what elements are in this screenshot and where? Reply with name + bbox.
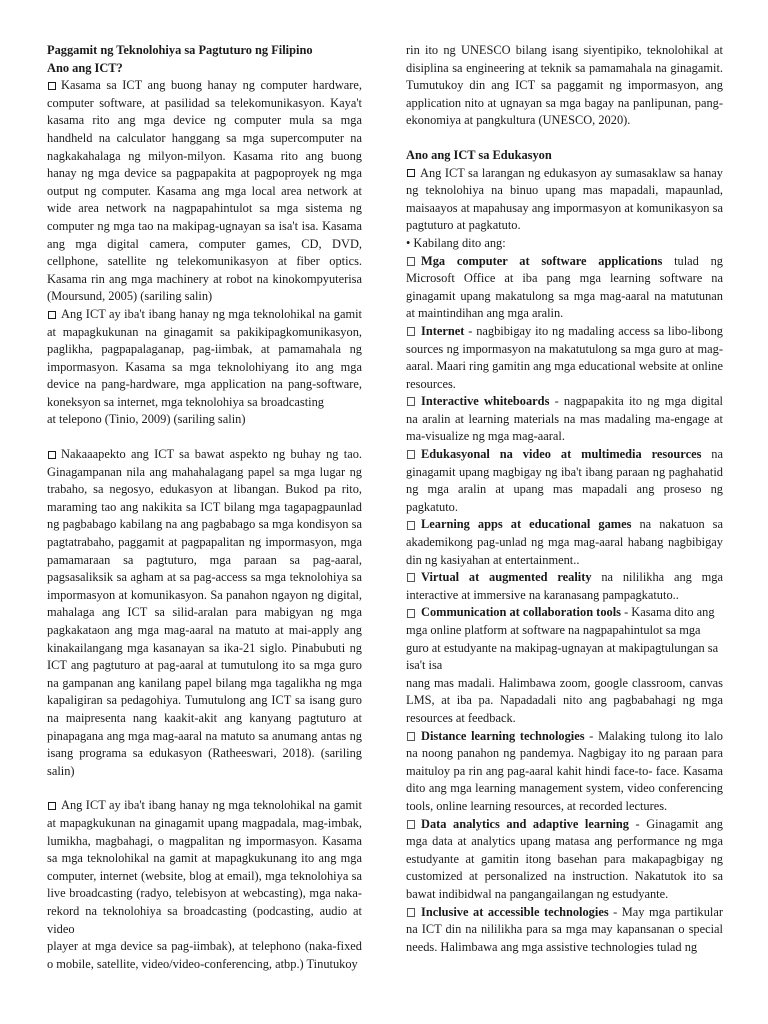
list-item: Communication at collaboration tools - Kasama dito ang mga online platform at software na nagpapahintulot sa mga guro at estudyante na makipag-ugnayan at makipagtulungan sa isa't isa (406, 605, 719, 673)
list-item: Mga computer at software applications tulad ng Microsoft Office at iba pang mga learning software na ginagamit upang makatulong sa mga mag-aaral na matutunan at maintindihan ang mga aralin. (406, 253, 723, 321)
paragraph-ict-impact: Nakaaapekto ang ICT sa bawat aspekto ng buhay ng tao. Ginagampanan nila ang mahahalagang papel sa mga lugar ng trabaho, sa negosyo, edukasyon at libangan. Bukod pa rito, maraming tao ang nakikita sa ICT bilang mga tagapagpaunlad ng pagbabago kabilang na ang pagbabago sa mga kondisyon sa pagtatrabaho, paggamit at pagpapalitan ng impormasyon, mga pamamaraan sa pagtuturo, mga paraan sa pag-aaral, pagsasaliksik sa agham at sa pag-access sa mga teknolohiya sa impormasyon at komunikasyon. Sa panahon ngayon ng digital, mahalaga ang ICT sa silid-aralan para mabigyan ng mga pagkakataon ang mga mag-aaral na matuto at mai-apply ang kinakailangang mga kasanayan sa ika-21 siglo. Pinabubuti ng ICT ang pagtuturo at pag-aaral at tumutulong ito sa mga guro na gampanan ang kanilang papel bilang mga tagalikha ng mga kapaligiran sa pedagohiya. Tumutulong ang ICT sa isang guro na maipresenta nang kaakit-akit ang kanyang pagtuturo at pinapagana ang mga mag-aaral na matuto sa anumang antas ng isang programa sa edukasyon (Ratheeswari, 2018). (sariling salin) (47, 447, 362, 778)
checkbox-bullet-icon (48, 451, 56, 459)
section-heading-ict-edukasyon: Ano ang ICT sa Edukasyon (406, 147, 552, 162)
list-item: Learning apps at educational games na nakatuon sa akademikong pag-unlad ng mga mag-aaral habang nagbibigay din ng kasiyahan at entertainment.. (406, 517, 723, 567)
square-bullet-icon (407, 609, 415, 618)
paragraph-ict-definition-continued: player at mga device sa pag-iimbak), at telephono (naka-fixed o mobile, satellite, video/video-conferencing, atbp.) Tinutukoy (47, 939, 362, 971)
checkbox-bullet-icon (48, 82, 56, 90)
right-column (406, 42, 723, 956)
list-item-continued: nang mas madali. Halimbawa zoom, google classroom, canvas LMS, at iba pa. Napadadali nito ang pagbabahagi ng mga resources at feedback. (406, 675, 723, 725)
paragraph-ict-edukasyon-intro: Ang ICT sa larangan ng edukasyon ay sumasaklaw sa hanay ng teknolohiya na binuo upang mas mapadali, mapaunlad, maisaayos at mapahusay ang impormasyon at komunikasyon sa pagtuturo at pagkatuto. (406, 165, 723, 233)
list-item: Inclusive at accessible technologies - May mga partikular na ICT din na nililikha para sa mga may kapansanan o special needs. Halimbawa ang mga assistive technologies tulad ng (406, 904, 723, 954)
list-item: Edukasyonal na video at multimedia resources na ginagamit upang magbigay ng iba't ibang paraan ng paghahatid ng mga aralin at upang mas mapadali ang proseso ng pagkatuto. (406, 447, 723, 514)
paragraph-ict-tools-continued: at telepono (Tinio, 2009) (sariling salin) (47, 412, 246, 427)
paragraph-ict-tools: Ang ICT ay iba't ibang hanay ng mga teknolohikal na gamit at mapagkukunan na ginagamit sa pakikipagkomunikasyon, paglikha, pagpapalaganap, pag-iimbak, at pamamahala ng impormasyon. Kasama sa mga teknolohiyang ito ang mga device na pang-hardware, mga application na pang-software, koneksyon sa internet, mga teknolohiya sa broadcasting (47, 306, 362, 409)
list-item: Internet - nagbibigay ito ng madaling access sa libo-libong sources ng impormasyon na makatutulong sa mga guro at mag-aaral. Maari ring gamitin ang mga educational website at online resources. (406, 323, 723, 391)
square-bullet-icon (407, 732, 415, 741)
checkbox-bullet-icon (48, 802, 56, 810)
square-bullet-icon (407, 521, 415, 530)
square-bullet-icon (407, 908, 415, 917)
list-item: Data analytics and adaptive learning - Ginagamit ang mga data at analytics upang matasa ang performance ng mga estudyante at gamitin itong basehan para makapagbigay ng customized at personalized na instruction. Nakatutok ito sa bawat indibidwal na pangangailangan ng estudyante. (406, 816, 723, 901)
square-bullet-icon (407, 327, 415, 336)
section-heading-ano-ang-ict: Ano ang ICT? (47, 60, 123, 75)
left-column (47, 42, 362, 973)
checkbox-bullet-icon (407, 169, 415, 177)
checkbox-bullet-icon (48, 311, 56, 319)
square-bullet-icon (407, 257, 415, 266)
paragraph-unesco: rin ito ng UNESCO bilang isang siyentipiko, teknolohikal at disiplina sa engineering at teknik sa pamamahala na ginagamit. Tumutukoy din ang ICT sa paggamit ng impormasyon, ang application nito at ugnayan sa mga bagay na panlipunan, pang-ekonomiya at pangkultura (UNESCO, 2020). (406, 43, 723, 128)
square-bullet-icon (407, 573, 415, 582)
list-item: Interactive whiteboards - nagpapakita ito ng mga digital na aralin at learning materials na mas madaling ma-engage at ma-visualize ng mga mag-aaral. (406, 394, 723, 444)
list-item: Distance learning technologies - Malaking tulong ito lalo na noong panahon ng pandemya. Nagbigay ito ng paraan para maituloy pa rin ang pag-aaral kahit hindi face-to- face. Kasama dito ang mga learning management system, video conferencing tools, online learning resources, at recorded lectures. (406, 728, 723, 813)
square-bullet-icon (407, 450, 415, 459)
paragraph-ict-scope: Kasama sa ICT ang buong hanay ng computer hardware, computer software, at pasilidad sa telekomunikasyon. Kaya't kasama rito ang mga device ng computer mula sa mga handheld na calculator hanggang sa mga supercomputer na nagkakahalaga ng milyon-milyon. Kasama rito ang buong hanay ng mga device sa pagpapakita at pagpoproyek ng mga output ng computer. Kasama ang mga local area network at wide area network na nagpapahintulot sa mga sistema ng computer ng mga tao na makipag-ugnayan sa isa't isa. Kasama ang mga digital camera, computer games, CD, DVD, cellphone, satellite ng telekomunikasyon at fiber optics. Kasama rin ang mga machinery at robot na kinokompyuterisa (Moursund, 2005) (sariling salin) (47, 78, 362, 304)
square-bullet-icon (407, 820, 415, 829)
list-item: Virtual at augmented reality na nililikha ang mga interactive at immersive na karanasang pampagkatuto.. (406, 570, 723, 602)
kabilang-label: • Kabilang dito ang: (406, 235, 506, 250)
paragraph-ict-definition: Ang ICT ay iba't ibang hanay ng mga teknolohikal na gamit at mapagkukunan na ginagamit upang magpadala, mag-imbak, lumikha, magbahagi, o magpalitan ng impormasyon. Kasama sa mga teknolohikal na gamit at mapagkukunang ito ang mga computer, internet (website, blog at email), mga teknolohiya sa live broadcasting (radyo, telebisyon at webcasting), mga naka-rekord na teknolohiya sa broadcasting (podcasting, audio at video (47, 798, 362, 936)
square-bullet-icon (407, 397, 415, 406)
document-title: Paggamit ng Teknolohiya sa Pagtuturo ng Filipino (47, 43, 313, 57)
